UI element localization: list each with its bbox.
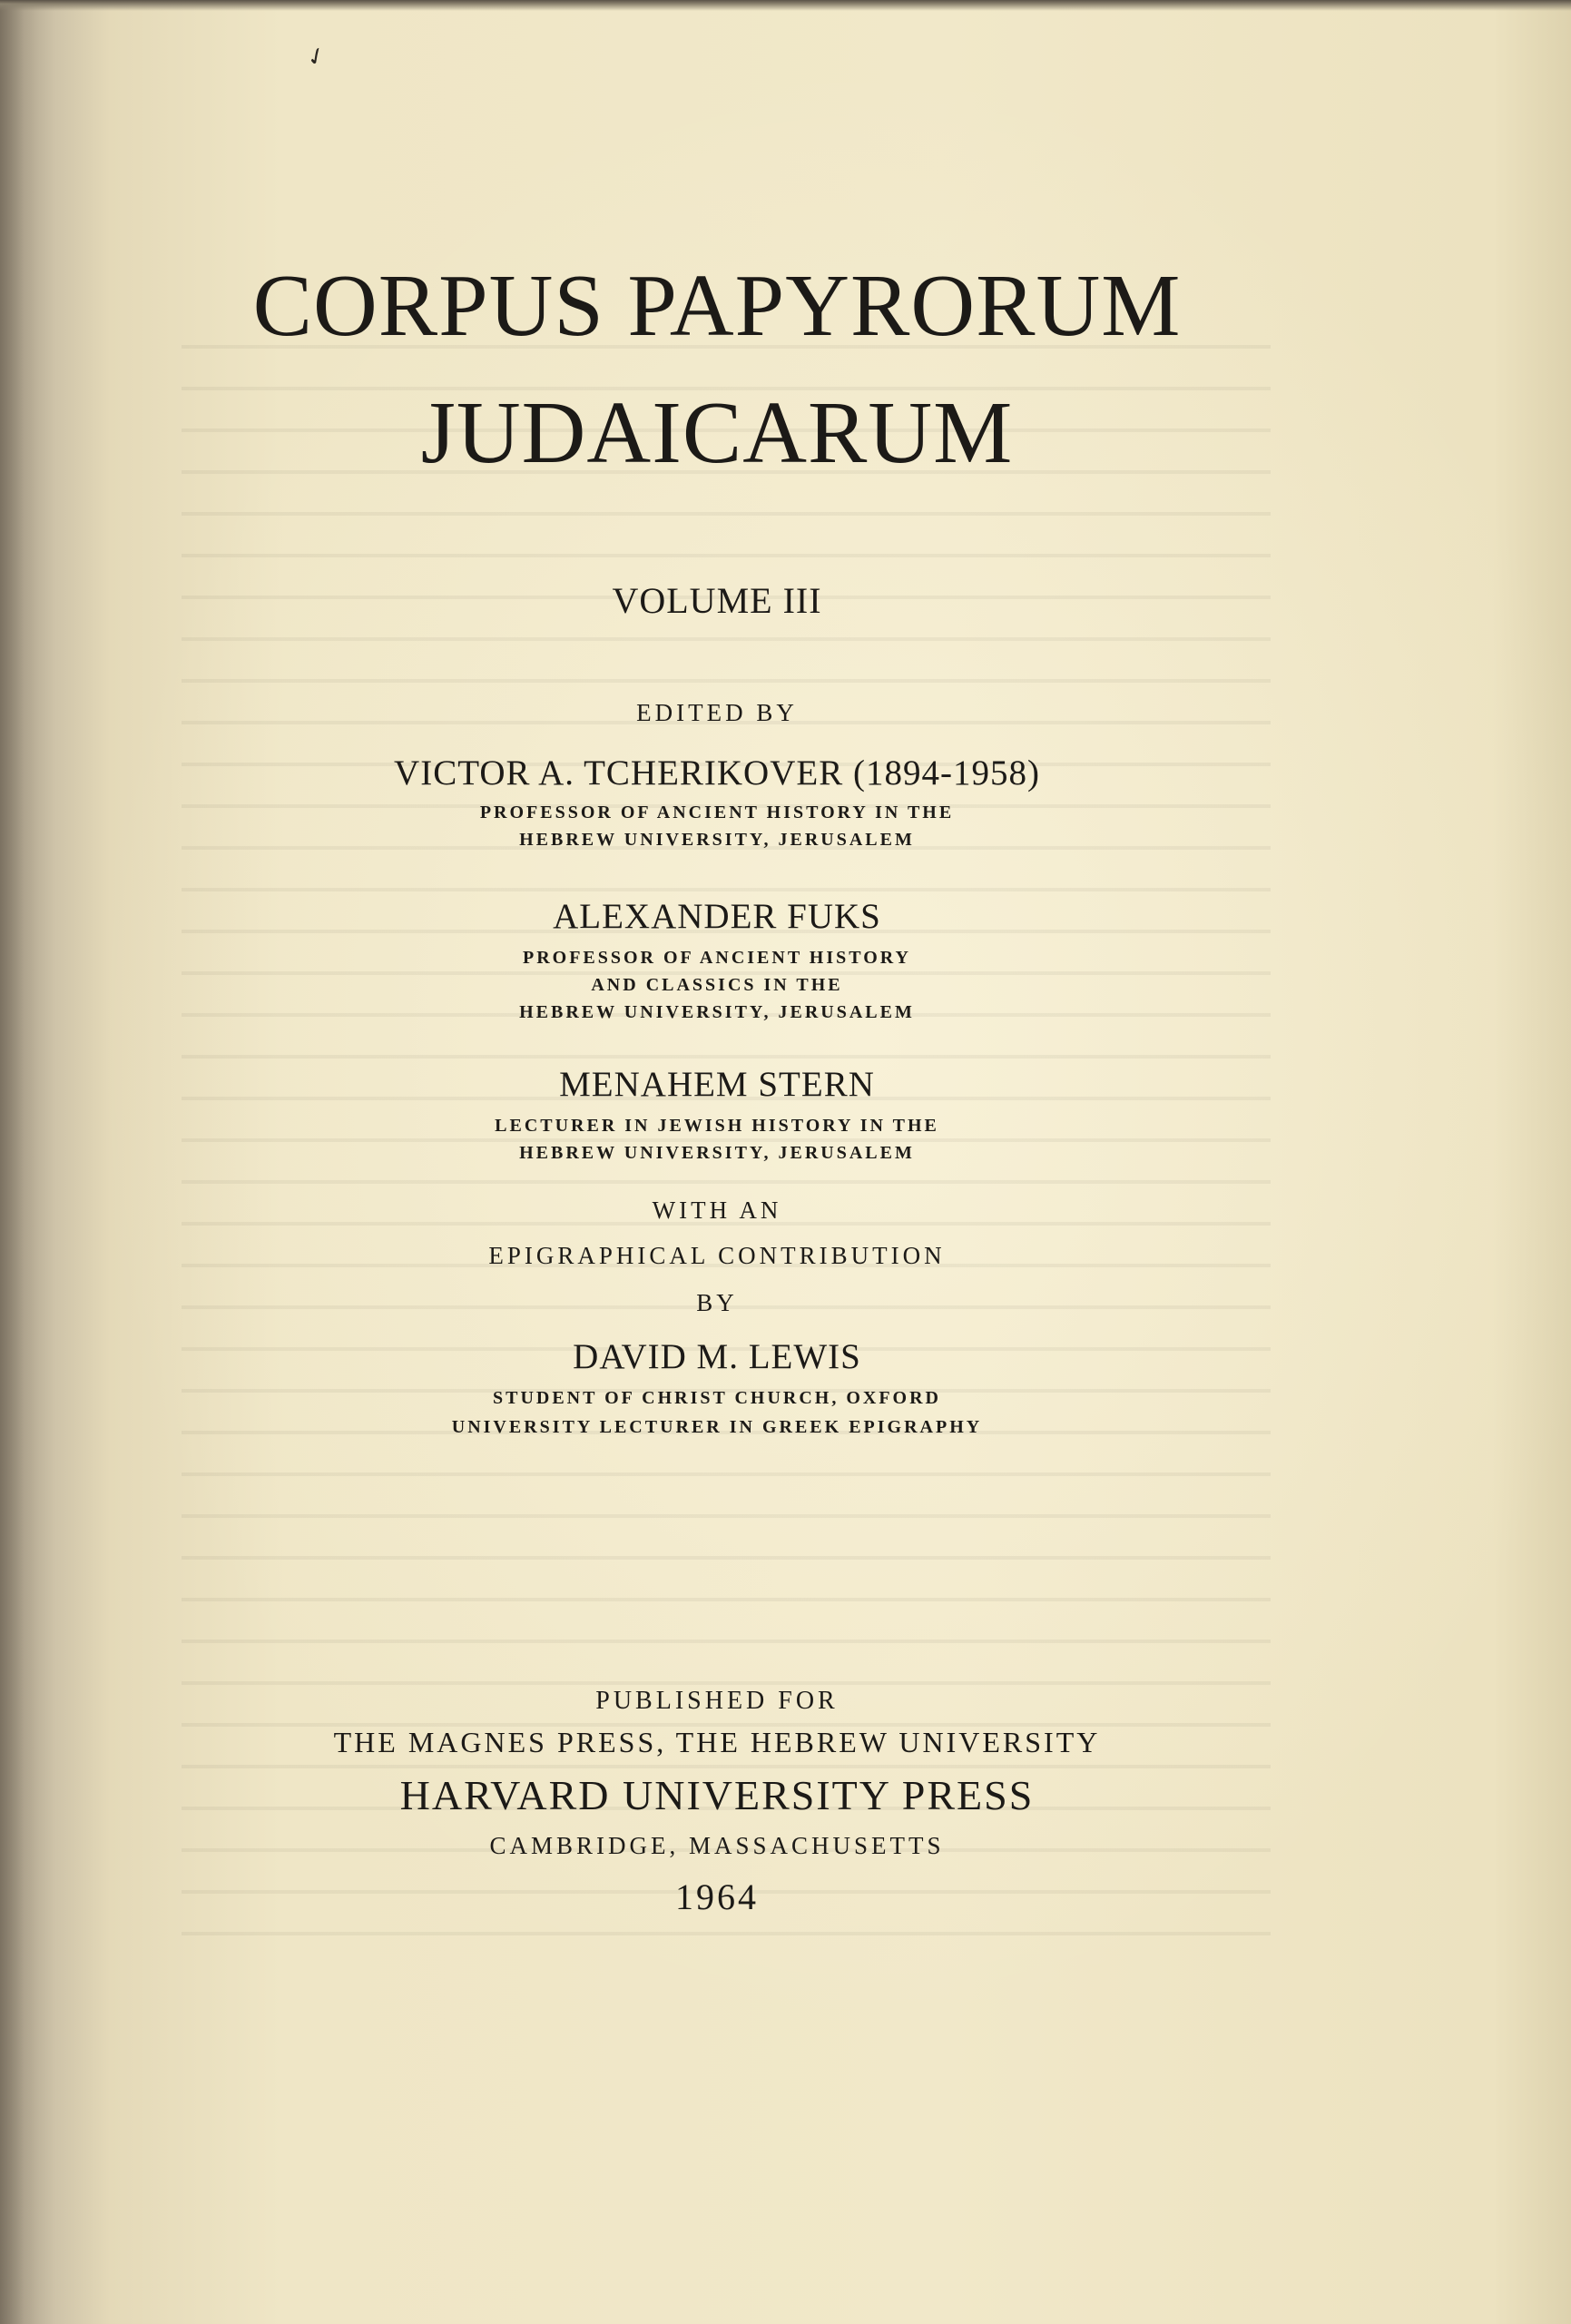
editor-affiliation-line: AND CLASSICS IN THE — [591, 975, 843, 995]
contribution-by: BY — [696, 1289, 738, 1316]
editor-affiliation-line: LECTURER IN JEWISH HISTORY IN THE — [495, 1116, 939, 1136]
publisher-harvard-press: HARVARD UNIVERSITY PRESS — [399, 1772, 1035, 1818]
publication-place: CAMBRIDGE, MASSACHUSETTS — [489, 1832, 945, 1859]
editor-name-tcherikover: VICTOR A. TCHERIKOVER (1894-1958) — [394, 753, 1040, 793]
publisher-magnes-press: THE MAGNES PRESS, THE HEBREW UNIVERSITY — [333, 1726, 1101, 1758]
contributor-affiliation-line: UNIVERSITY LECTURER IN GREEK EPIGRAPHY — [451, 1417, 983, 1437]
ink-speck: ✓ — [301, 40, 332, 74]
editor-affiliation-line: HEBREW UNIVERSITY, JERUSALEM — [519, 1143, 915, 1163]
contribution-epigraphical: EPIGRAPHICAL CONTRIBUTION — [488, 1242, 946, 1269]
publication-year: 1964 — [675, 1876, 759, 1917]
editor-affiliation-line: PROFESSOR OF ANCIENT HISTORY IN THE — [479, 803, 955, 822]
contributor-name-lewis: DAVID M. LEWIS — [573, 1337, 861, 1376]
editor-affiliation-line: PROFESSOR OF ANCIENT HISTORY — [522, 948, 911, 968]
editor-affiliation-line: HEBREW UNIVERSITY, JERUSALEM — [519, 830, 915, 850]
volume-label: VOLUME III — [612, 580, 822, 621]
contributor-affiliation-line: STUDENT OF CHRIST CHURCH, OXFORD — [492, 1388, 942, 1408]
title-line-2: JUDAICARUM — [420, 384, 1014, 482]
title-line-1: CORPUS PAPYRORUM — [252, 257, 1182, 355]
published-for-label: PUBLISHED FOR — [595, 1687, 839, 1715]
editor-name-fuks: ALEXANDER FUKS — [553, 897, 881, 936]
editor-name-stern: MENAHEM STERN — [559, 1065, 875, 1104]
page-top-edge — [0, 0, 1571, 11]
editor-affiliation-line: HEBREW UNIVERSITY, JERUSALEM — [519, 1002, 915, 1022]
edited-by-label: EDITED BY — [636, 699, 798, 726]
contribution-with-an: WITH AN — [652, 1196, 782, 1224]
